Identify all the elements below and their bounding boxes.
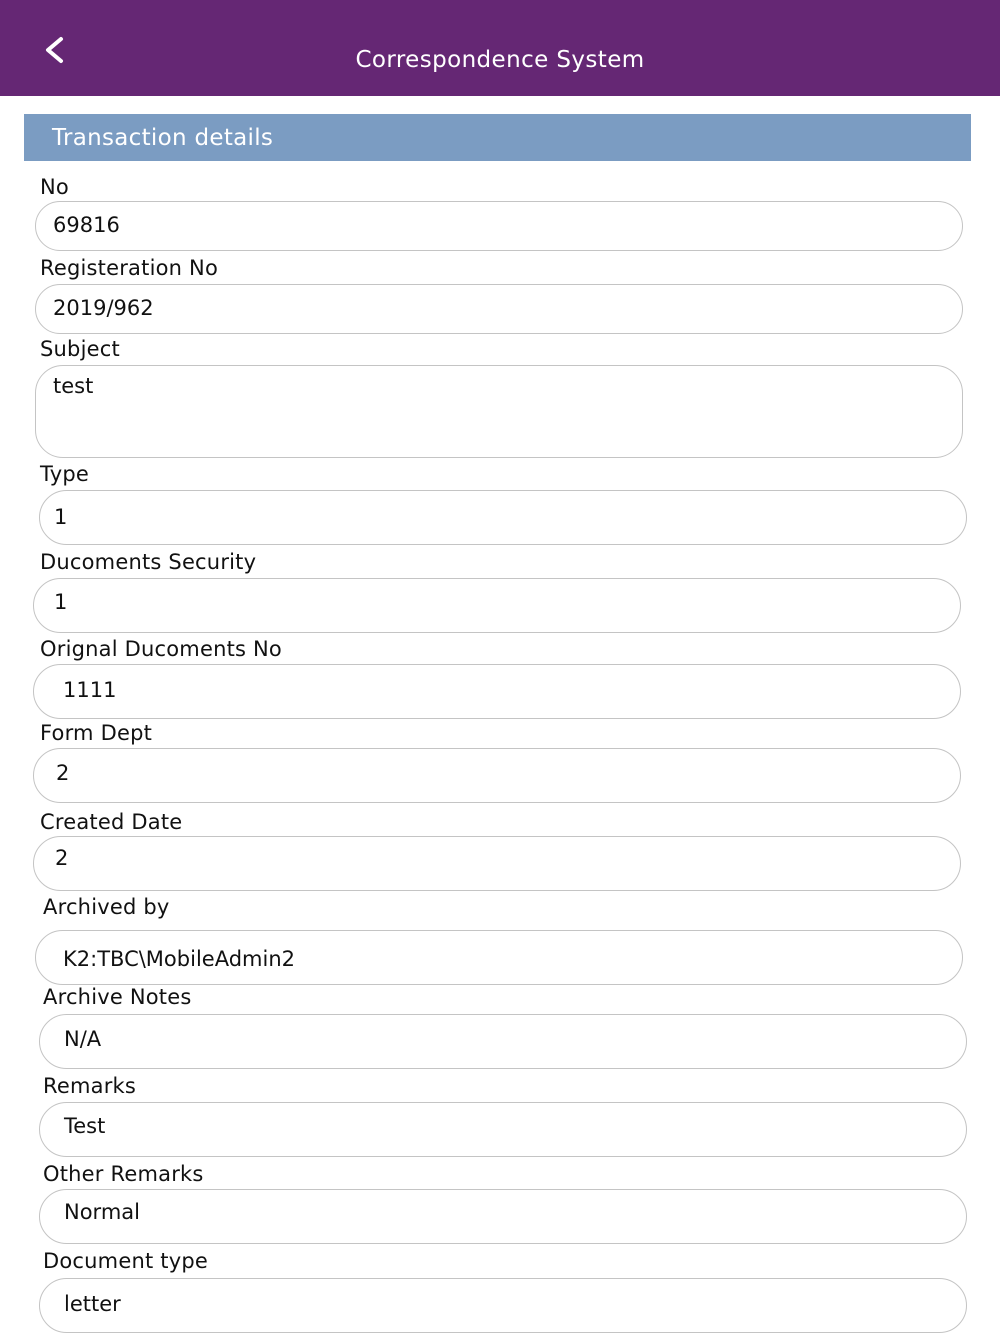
subject-field[interactable] — [35, 365, 963, 458]
created-date-value: 2 — [55, 846, 69, 870]
documents-security-value: 1 — [54, 590, 68, 614]
original-documents-no-field[interactable] — [33, 664, 961, 719]
remarks-value: Test — [64, 1114, 106, 1138]
document-type-label: Document type — [43, 1249, 208, 1273]
app-bar — [0, 0, 1000, 96]
other-remarks-field[interactable] — [39, 1189, 967, 1244]
form-dept-field[interactable] — [33, 748, 961, 803]
archive-notes-field[interactable] — [39, 1014, 967, 1069]
registeration-no-field[interactable] — [35, 284, 963, 334]
type-value: 1 — [54, 505, 68, 529]
type-label: Type — [40, 462, 90, 486]
section-title: Transaction details — [52, 125, 274, 151]
original-documents-no-value: 1111 — [63, 678, 117, 702]
registeration-no-label: Registeration No — [40, 256, 218, 280]
created-date-field[interactable] — [33, 836, 961, 891]
archive-notes-label: Archive Notes — [43, 985, 192, 1009]
archived-by-label: Archived by — [43, 895, 170, 919]
remarks-field[interactable] — [39, 1102, 967, 1157]
document-type-value: letter — [64, 1292, 121, 1316]
no-label: No — [40, 175, 69, 199]
archived-by-field[interactable] — [35, 930, 963, 985]
subject-value: test — [53, 374, 94, 398]
section-header — [24, 114, 971, 161]
archive-notes-value: N/A — [64, 1027, 102, 1051]
documents-security-label: Ducoments Security — [40, 550, 257, 574]
registeration-no-value: 2019/962 — [53, 296, 154, 320]
original-documents-no-label: Orignal Ducoments No — [40, 637, 282, 661]
archived-by-value: K2:TBC\MobileAdmin2 — [63, 947, 295, 971]
subject-label: Subject — [40, 337, 120, 361]
type-field[interactable] — [39, 490, 967, 545]
app-title: Correspondence System — [355, 47, 645, 73]
remarks-label: Remarks — [43, 1074, 137, 1098]
documents-security-field[interactable] — [33, 578, 961, 633]
form-dept-label: Form Dept — [40, 721, 153, 745]
form-dept-value: 2 — [56, 761, 70, 785]
created-date-label: Created Date — [40, 810, 183, 834]
other-remarks-value: Normal — [64, 1200, 140, 1224]
other-remarks-label: Other Remarks — [43, 1162, 204, 1186]
no-value: 69816 — [53, 213, 120, 237]
document-type-field[interactable] — [39, 1278, 967, 1333]
no-field[interactable] — [35, 201, 963, 251]
